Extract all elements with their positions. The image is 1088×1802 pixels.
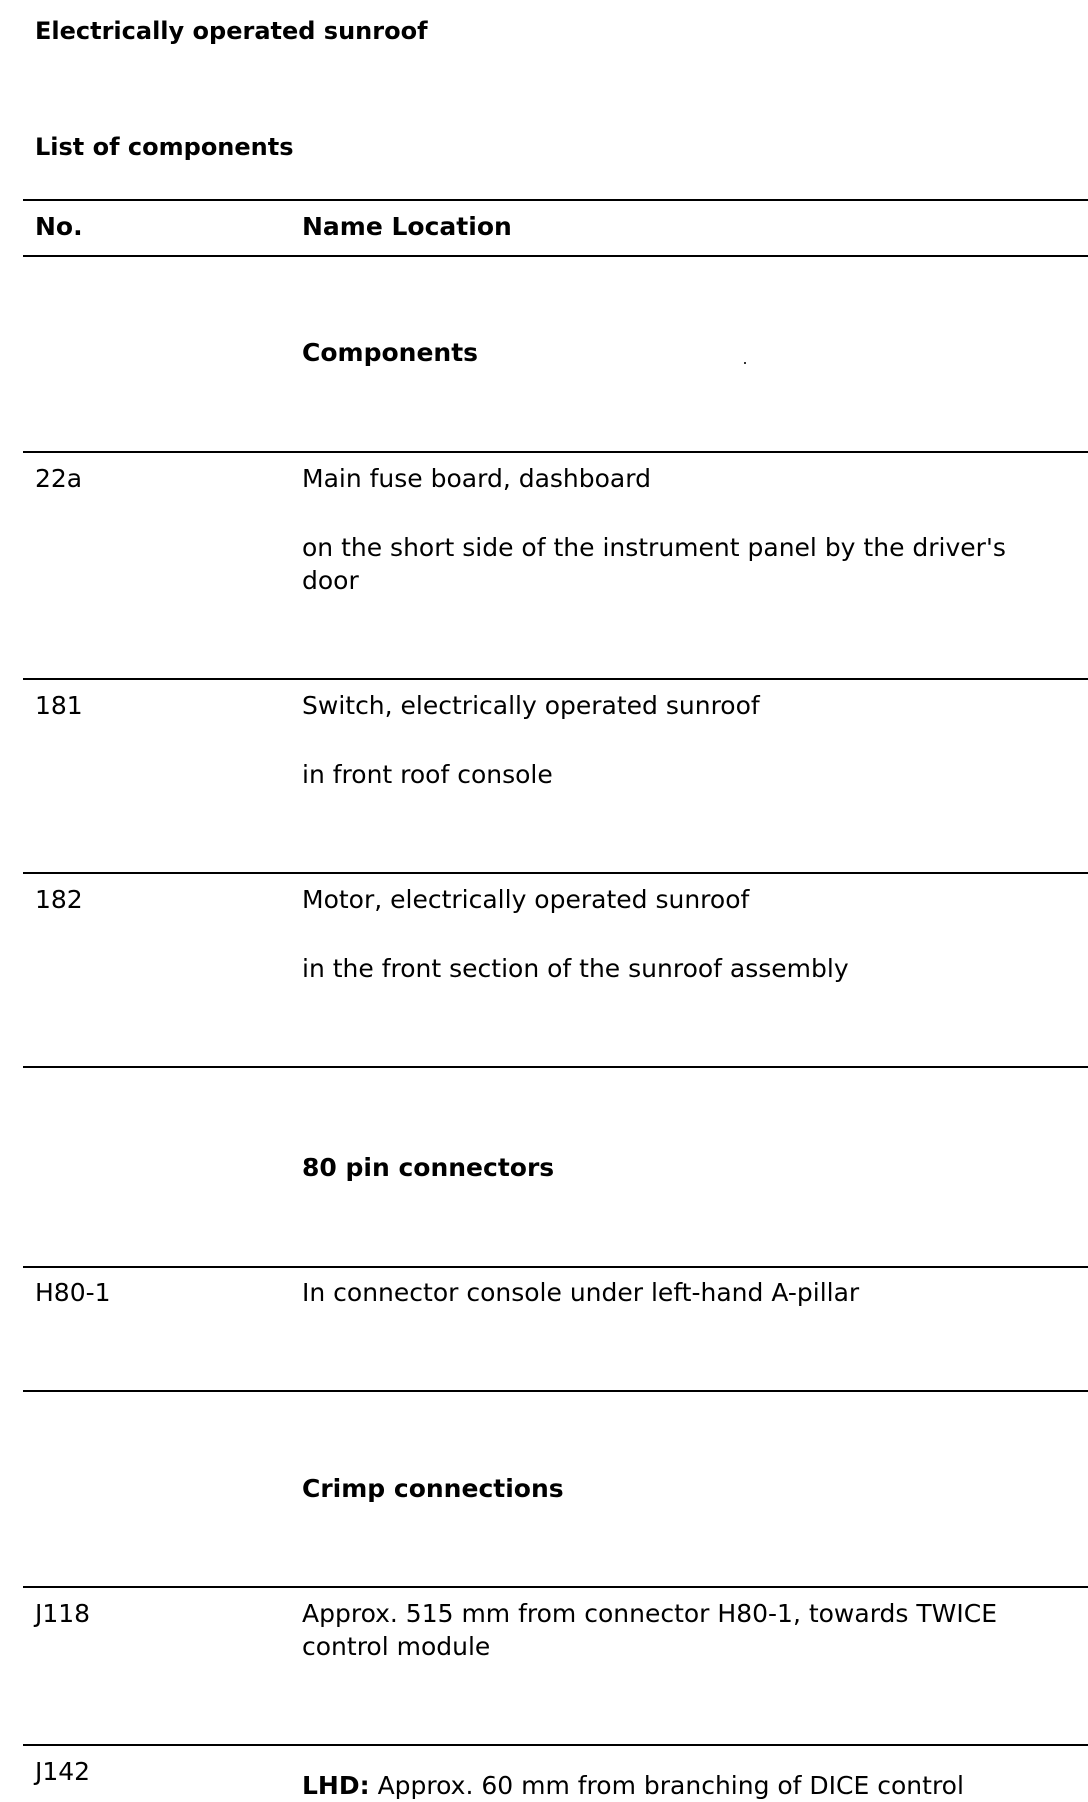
row-location-22a-line1: on the short side of the instrument panel by the driver's: [302, 533, 1006, 562]
row-separator: [23, 1744, 1088, 1746]
row-location-182: in the front section of the sunroof assembly: [302, 954, 849, 983]
stray-dot: [744, 362, 746, 364]
row-number-22a: 22a: [35, 464, 83, 493]
section-title: List of components: [35, 133, 294, 161]
row-separator: [23, 1266, 1088, 1268]
row-number-j142: J142: [35, 1757, 91, 1786]
row-number-182: 182: [35, 885, 83, 914]
row-name-j142-text: Approx. 60 mm from branching of DICE control: [377, 1771, 964, 1800]
row-number-181: 181: [35, 691, 83, 720]
row-separator: [23, 451, 1088, 453]
group-heading-80-pin-connectors: 80 pin connectors: [302, 1153, 555, 1182]
row-separator: [23, 678, 1088, 680]
row-name-j142-prefix: LHD:: [302, 1771, 370, 1800]
document-title: Electrically operated sunroof: [35, 17, 428, 45]
row-location-181: in front roof console: [302, 760, 553, 789]
header-no: No.: [35, 212, 83, 241]
table-top-rule: [23, 199, 1088, 201]
group-heading-components: Components: [302, 338, 479, 367]
row-name-22a: Main fuse board, dashboard: [302, 464, 651, 493]
header-name-location: Name Location: [302, 212, 512, 241]
row-name-182: Motor, electrically operated sunroof: [302, 885, 750, 914]
row-separator: [23, 1066, 1088, 1068]
row-name-j118-line2: control module: [302, 1632, 491, 1661]
row-name-j118-line1: Approx. 515 mm from connector H80-1, towards TWICE: [302, 1599, 997, 1628]
row-name-181: Switch, electrically operated sunroof: [302, 691, 760, 720]
header-bottom-rule: [23, 255, 1088, 257]
row-separator: [23, 1390, 1088, 1392]
row-number-j118: J118: [35, 1599, 91, 1628]
row-name-j142: [302, 1769, 1088, 1802]
row-location-22a-line2: door: [302, 566, 359, 595]
row-number-h80-1: H80-1: [35, 1278, 111, 1307]
row-name-h80-1: In connector console under left-hand A-pillar: [302, 1278, 860, 1307]
group-heading-crimp-connections: Crimp connections: [302, 1474, 564, 1503]
row-separator: [23, 872, 1088, 874]
row-separator: [23, 1586, 1088, 1588]
